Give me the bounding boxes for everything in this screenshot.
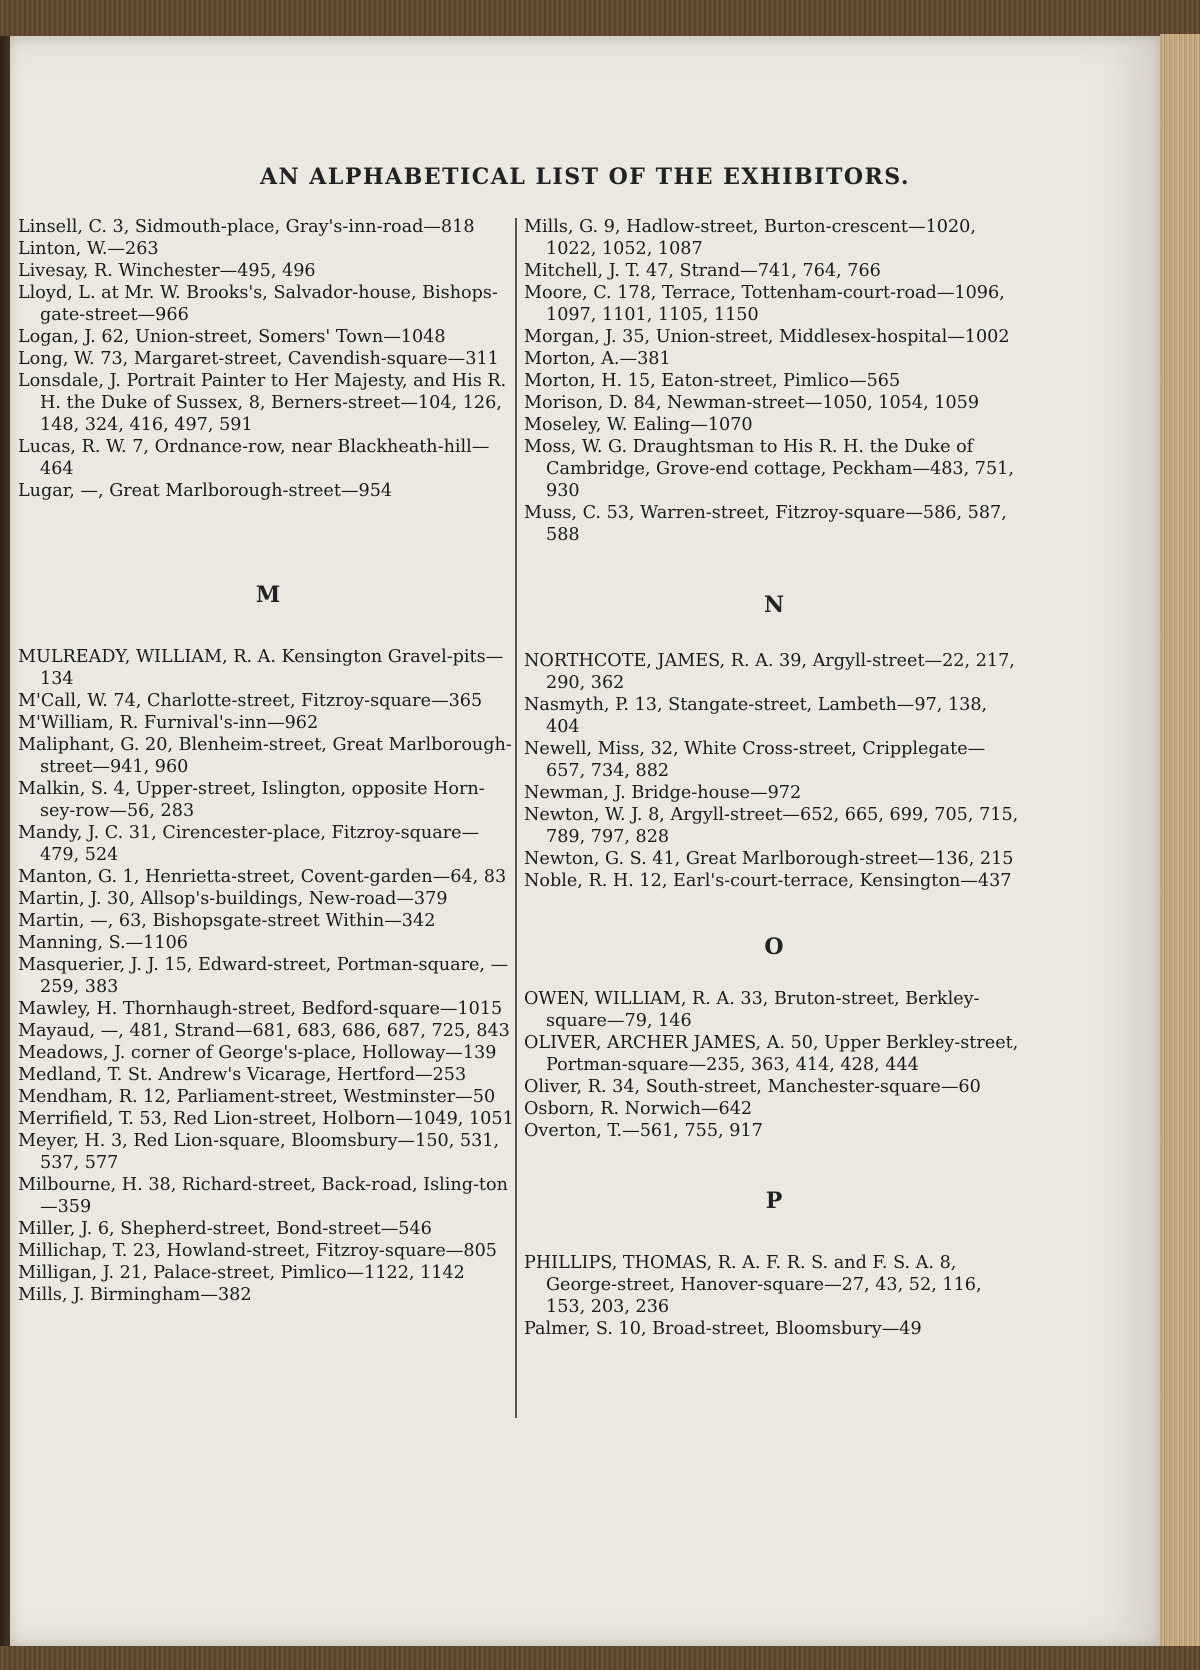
page-title: AN ALPHABETICAL LIST OF THE EXHIBITORS. bbox=[259, 164, 911, 190]
p-entries bbox=[524, 1252, 1024, 1340]
right-column bbox=[524, 216, 1024, 1340]
list-item: Lucas, R. W. 7, Ordnance-row, near Blackheath-hill—464 bbox=[18, 437, 490, 479]
page-edge bbox=[1160, 34, 1200, 1654]
list-item: Lonsdale, J. Portrait Painter to Her Majesty, and His R. H. the Duke of Sussex, 8, Berners-street—104, 126, 148, 324, 416, 497, 591 bbox=[18, 371, 507, 435]
list-item: OLIVER, ARCHER JAMES, A. 50, Upper Berkley-street, Portman-square—235, 363, 414, 428, 444 bbox=[524, 1033, 1019, 1075]
list-item: Mills, G. 9, Hadlow-street, Burton-crescent—1020, 1022, 1052, 1087 bbox=[524, 217, 976, 259]
list-item: Mayaud, —, 481, Strand—681, 683, 686, 687, 725, 843 bbox=[18, 1021, 510, 1041]
list-item: NORTHCOTE, JAMES, R. A. 39, Argyll-street—22, 217, 290, 362 bbox=[524, 651, 1015, 693]
list-item: Mandy, J. C. 31, Cirencester-place, Fitzroy-square—479, 524 bbox=[18, 823, 480, 865]
list-item: Meyer, H. 3, Red Lion-square, Bloomsbury—150, 531, 537, 577 bbox=[18, 1131, 500, 1173]
list-item: Morison, D. 84, Newman-street—1050, 1054, 1059 bbox=[524, 393, 980, 413]
list-item: Miller, J. 6, Shepherd-street, Bond-street—546 bbox=[18, 1219, 432, 1239]
list-item: Morton, H. 15, Eaton-street, Pimlico—565 bbox=[524, 371, 901, 391]
list-item: MULREADY, WILLIAM, R. A. Kensington Gravel-pits—134 bbox=[18, 647, 504, 689]
list-item: Martin, —, 63, Bishopsgate-street Within—342 bbox=[18, 911, 436, 931]
list-item: Milligan, J. 21, Palace-street, Pimlico—1122, 1142 bbox=[18, 1263, 465, 1283]
binding-top bbox=[0, 0, 1200, 36]
list-item: Overton, T.—561, 755, 917 bbox=[524, 1121, 763, 1141]
list-item: Milbourne, H. 38, Richard-street, Back-road, Isling-ton—359 bbox=[18, 1175, 508, 1217]
list-item: M'Call, W. 74, Charlotte-street, Fitzroy-square—365 bbox=[18, 691, 483, 711]
list-item: M'William, R. Furnival's-inn—962 bbox=[18, 713, 319, 733]
list-item: Maliphant, G. 20, Blenheim-street, Great Marlborough-street—941, 960 bbox=[18, 735, 512, 777]
section-letter-p: P bbox=[765, 1188, 783, 1214]
list-item: Mills, J. Birmingham—382 bbox=[18, 1285, 252, 1305]
list-item: Morgan, J. 35, Union-street, Middlesex-hospital—1002 bbox=[524, 327, 1010, 347]
list-item: Lugar, —, Great Marlborough-street—954 bbox=[18, 481, 393, 501]
list-item: Noble, R. H. 12, Earl's-court-terrace, Kensington—437 bbox=[524, 871, 1012, 891]
list-item: Palmer, S. 10, Broad-street, Bloomsbury—49 bbox=[524, 1319, 922, 1339]
list-item: Livesay, R. Winchester—495, 496 bbox=[18, 261, 316, 281]
list-item: Millichap, T. 23, Howland-street, Fitzroy-square—805 bbox=[18, 1241, 497, 1261]
list-item: Morton, A.—381 bbox=[524, 349, 671, 369]
list-item: Merrifield, T. 53, Red Lion-street, Holborn—1049, 1051 bbox=[18, 1109, 514, 1129]
list-item: Meadows, J. corner of George's-place, Holloway—139 bbox=[18, 1043, 497, 1063]
list-item: PHILLIPS, THOMAS, R. A. F. R. S. and F. S. A. 8, George-street, Hanover-square—27, 43, 52, 116, 153, 203, 236 bbox=[524, 1253, 982, 1317]
list-item: Martin, J. 30, Allsop's-buildings, New-road—379 bbox=[18, 889, 448, 909]
list-item: Mendham, R. 12, Parliament-street, Westminster—50 bbox=[18, 1087, 496, 1107]
list-item: Newell, Miss, 32, White Cross-street, Cripplegate—657, 734, 882 bbox=[524, 739, 986, 781]
list-item: Manton, G. 1, Henrietta-street, Covent-garden—64, 83 bbox=[18, 867, 507, 887]
list-item: Newman, J. Bridge-house—972 bbox=[524, 783, 802, 803]
list-item: Osborn, R. Norwich—642 bbox=[524, 1099, 753, 1119]
list-item: Malkin, S. 4, Upper-street, Islington, opposite Horn-sey-row—56, 283 bbox=[18, 779, 485, 821]
section-letter-m: M bbox=[255, 582, 281, 608]
left-column bbox=[18, 216, 518, 1306]
o-entries bbox=[524, 988, 1024, 1142]
list-item: Muss, C. 53, Warren-street, Fitzroy-square—586, 587, 588 bbox=[524, 503, 1007, 545]
list-item: Newton, W. J. 8, Argyll-street—652, 665, 699, 705, 715, 789, 797, 828 bbox=[524, 805, 1019, 847]
list-item: Moore, C. 178, Terrace, Tottenham-court-road—1096, 1097, 1101, 1105, 1150 bbox=[524, 283, 1005, 325]
list-item: Mawley, H. Thornhaugh-street, Bedford-square—1015 bbox=[18, 999, 503, 1019]
page bbox=[10, 36, 1160, 1646]
list-item: Linton, W.—263 bbox=[18, 239, 159, 259]
m-entries bbox=[18, 646, 518, 1306]
list-item: Long, W. 73, Margaret-street, Cavendish-square—311 bbox=[18, 349, 499, 369]
list-item: Nasmyth, P. 13, Stangate-street, Lambeth—97, 138, 404 bbox=[524, 695, 988, 737]
list-item: Newton, G. S. 41, Great Marlborough-street—136, 215 bbox=[524, 849, 1014, 869]
list-item: Linsell, C. 3, Sidmouth-place, Gray's-inn-road—818 bbox=[18, 217, 475, 237]
list-item: Moseley, W. Ealing—1070 bbox=[524, 415, 753, 435]
list-item: Mitchell, J. T. 47, Strand—741, 764, 766 bbox=[524, 261, 881, 281]
section-letter-n: N bbox=[763, 592, 785, 618]
list-item: Moss, W. G. Draughtsman to His R. H. the Duke of Cambridge, Grove-end cottage, Peckham—483, 751, 930 bbox=[524, 437, 1014, 501]
list-item: Masquerier, J. J. 15, Edward-street, Portman-square, —259, 383 bbox=[18, 955, 509, 997]
list-item: Medland, T. St. Andrew's Vicarage, Hertford—253 bbox=[18, 1065, 467, 1085]
list-item: Lloyd, L. at Mr. W. Brooks's, Salvador-house, Bishops-gate-street—966 bbox=[18, 283, 498, 325]
binding-bottom bbox=[0, 1646, 1200, 1670]
section-letter-o: O bbox=[764, 934, 784, 960]
list-item: Logan, J. 62, Union-street, Somers' Town—1048 bbox=[18, 327, 446, 347]
left-top-entries bbox=[18, 216, 518, 502]
list-item: OWEN, WILLIAM, R. A. 33, Bruton-street, Berkley-square—79, 146 bbox=[524, 989, 980, 1031]
list-item: Oliver, R. 34, South-street, Manchester-square—60 bbox=[524, 1077, 981, 1097]
right-top-entries bbox=[524, 216, 1024, 546]
n-entries bbox=[524, 650, 1024, 892]
list-item: Manning, S.—1106 bbox=[18, 933, 188, 953]
